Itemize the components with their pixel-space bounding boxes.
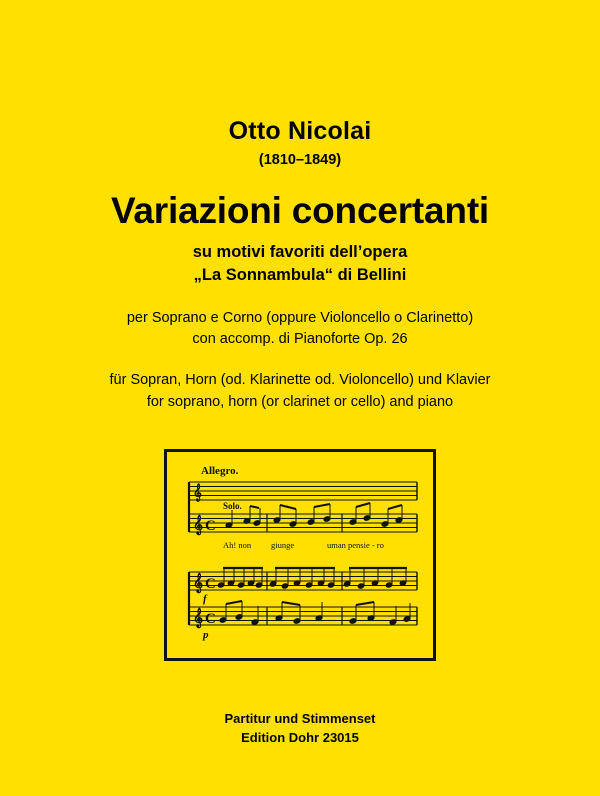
- svg-text:𝄞: 𝄞: [193, 573, 204, 593]
- dynamic-forte: f: [203, 593, 207, 606]
- footer-block: [0, 710, 600, 748]
- svg-text:𝄞: 𝄞: [193, 515, 204, 535]
- footer-edition-number: Edition Dohr 23015: [241, 730, 359, 746]
- svg-text:C: C: [205, 576, 216, 593]
- scoring-translations: [110, 370, 491, 414]
- svg-text:𝄞: 𝄞: [193, 485, 202, 502]
- music-excerpt-frame: [164, 449, 436, 661]
- svg-text:𝄞: 𝄞: [193, 608, 204, 628]
- composer-dates: (1810–1849): [258, 151, 342, 168]
- scoring-line-1: per Soprano e Corno (oppure Violoncello o Clarinetto): [126, 309, 474, 326]
- tempo-marking-text: Allegro.: [201, 465, 239, 478]
- lyric-1: Ah! non: [223, 540, 252, 551]
- subtitle-line-2: „La Sonnambula“ di Bellini: [193, 265, 407, 284]
- solo-marking-text: Solo.: [223, 501, 242, 512]
- svg-text:C: C: [205, 611, 216, 628]
- subtitle-block: [193, 241, 408, 286]
- music-excerpt-svg: [167, 452, 433, 658]
- scoring-line-2: con accomp. di Pianoforte Op. 26: [192, 330, 408, 347]
- composer-name: Otto Nicolai: [228, 117, 372, 145]
- scoring-german: für Sopran, Horn (od. Klarinette od. Violoncello) und Klavier: [109, 371, 491, 388]
- work-title: Variazioni concertanti: [110, 189, 490, 231]
- scoring-italian: [127, 308, 473, 350]
- scoring-english: for soprano, horn (or clarinet or cello) and piano: [146, 393, 454, 410]
- svg-text:C: C: [205, 518, 216, 535]
- lyric-3: uman pensie - ro: [327, 540, 384, 551]
- footer-edition-type: Partitur und Stimmenset: [224, 711, 376, 727]
- lyric-2: giunge: [271, 540, 295, 551]
- dynamic-piano: p: [203, 629, 209, 642]
- subtitle-line-1: su motivi favoriti dell’opera: [192, 243, 408, 262]
